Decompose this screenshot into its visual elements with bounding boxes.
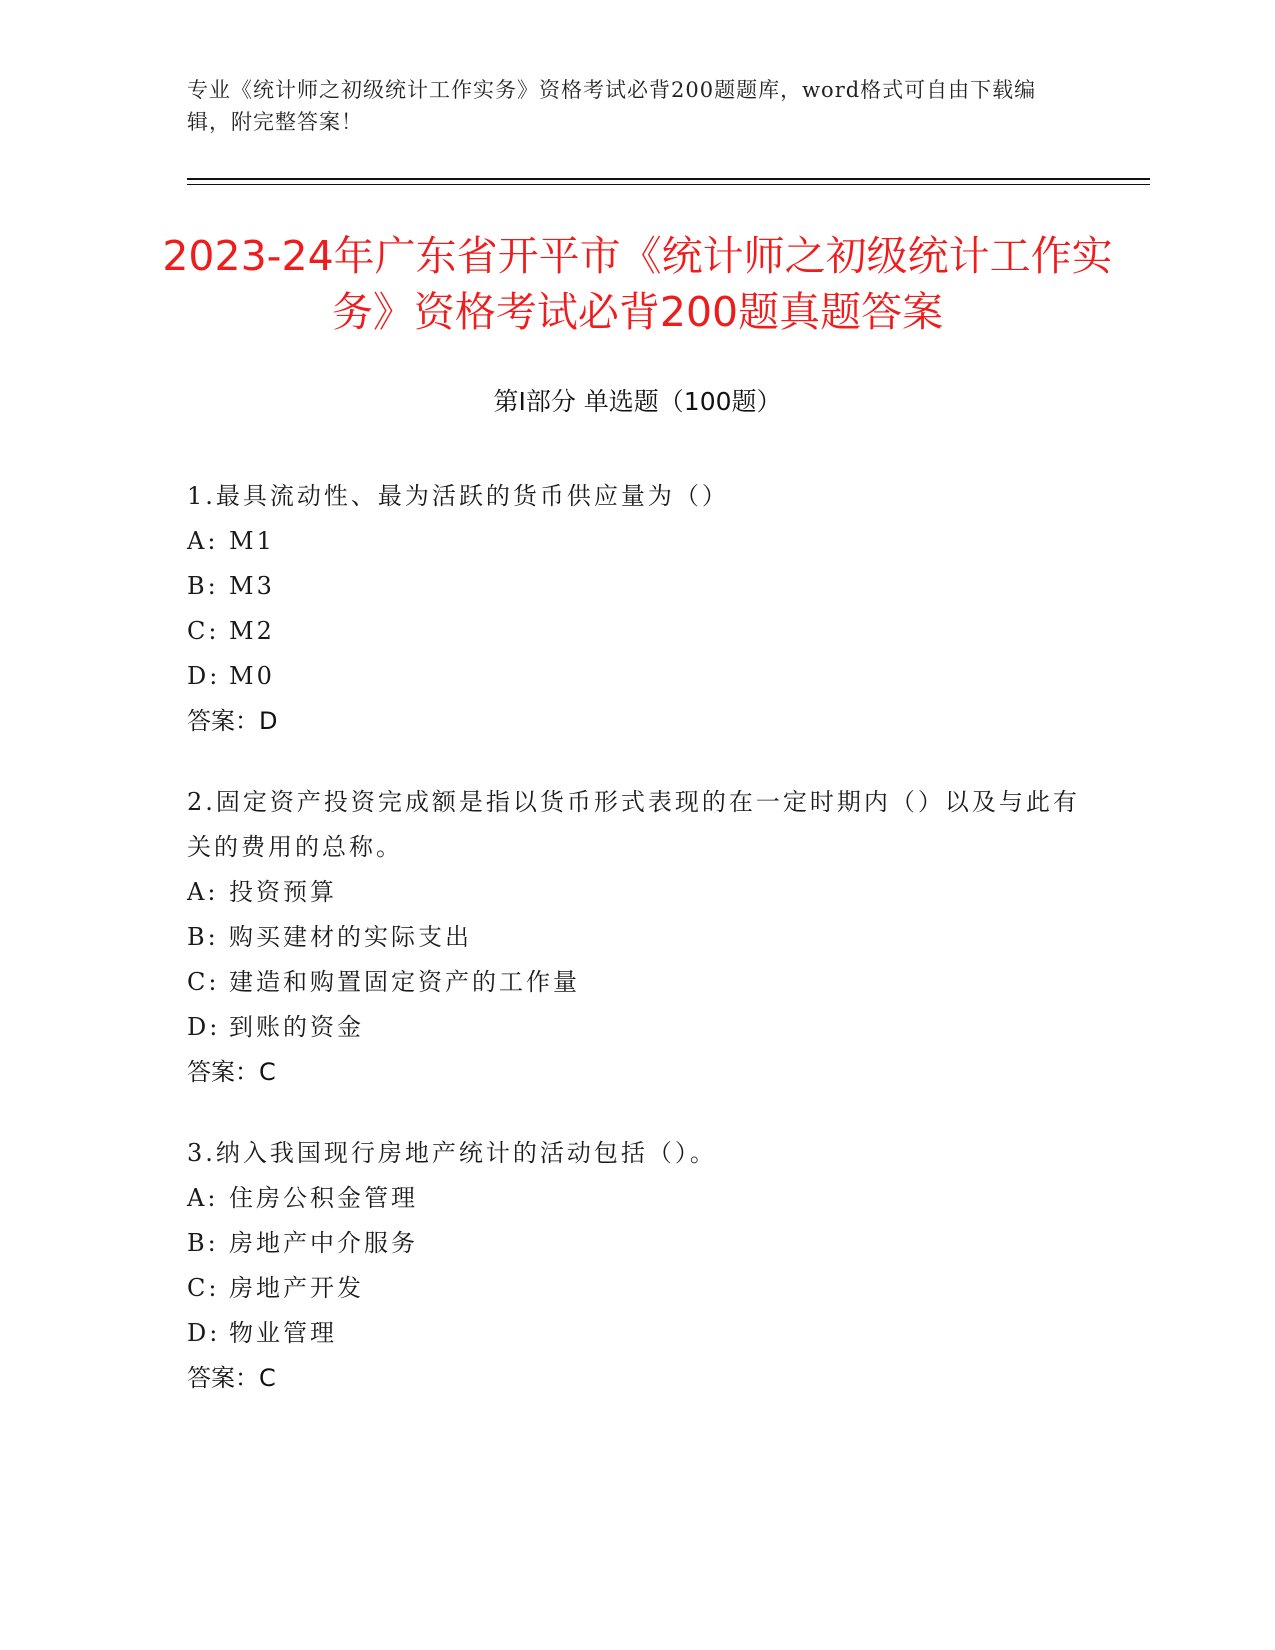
option-key: D: [187,662,221,690]
header-note: 专业《统计师之初级统计工作实务》资格考试必背200题题库，word格式可自由下载编辑，附完整答案！ [187,78,1037,134]
header-divider-thick [187,178,1150,180]
header-divider-thin [187,184,1150,185]
option-text: 房地产开发 [229,1274,364,1302]
option-key: A: [187,1184,219,1212]
question-stem: 3.纳入我国现行房地产统计的活动包括（）。 [187,1139,717,1167]
option-b [187,1221,1087,1266]
option-key: D: [187,1013,221,1041]
question-list [187,474,1087,1437]
answer-line: 答案：C [187,1058,276,1086]
option-a [187,870,1087,915]
question-stem: 1.最具流动性、最为活跃的货币供应量为（） [187,482,729,510]
option-key: C: [187,617,220,645]
option-key: B: [187,572,219,600]
option-c [187,609,1087,654]
option-text: 房地产中介服务 [229,1229,418,1257]
option-text: 建造和购置固定资产的工作量 [229,968,580,996]
option-d [187,1005,1087,1050]
option-text: M2 [229,617,275,645]
option-d [187,1311,1087,1356]
option-d [187,654,1087,699]
answer-line: 答案：D [187,707,278,735]
option-text: 住房公积金管理 [229,1184,418,1212]
option-key: D: [187,1319,221,1347]
option-key: B: [187,1229,219,1257]
option-text: 投资预算 [229,878,337,906]
option-b [187,915,1087,960]
answer-line: 答案：C [187,1364,276,1392]
option-text: M0 [229,662,275,690]
option-key: C: [187,968,220,996]
document-title: 2023-24年广东省开平市《统计师之初级统计工作实务》资格考试必背200题真题答案 [162,232,1113,336]
option-text: M3 [229,572,275,600]
option-text: 物业管理 [229,1319,337,1347]
option-key: C: [187,1274,220,1302]
option-a [187,519,1087,564]
question-1 [187,474,1087,744]
question-3 [187,1131,1087,1401]
option-c [187,1266,1087,1311]
question-stem: 2.固定资产投资完成额是指以货币形式表现的在一定时期内（）以及与此有关的费用的总称。 [187,788,1080,861]
option-key: A: [187,527,219,555]
option-text: M1 [229,527,275,555]
option-a [187,1176,1087,1221]
option-b [187,564,1087,609]
option-text: 购买建材的实际支出 [229,923,472,951]
section-title: 第Ⅰ部分 单选题（100题） [493,387,782,416]
option-key: A: [187,878,219,906]
question-2 [187,780,1087,1095]
option-c [187,960,1087,1005]
option-text: 到账的资金 [229,1013,364,1041]
option-key: B: [187,923,219,951]
